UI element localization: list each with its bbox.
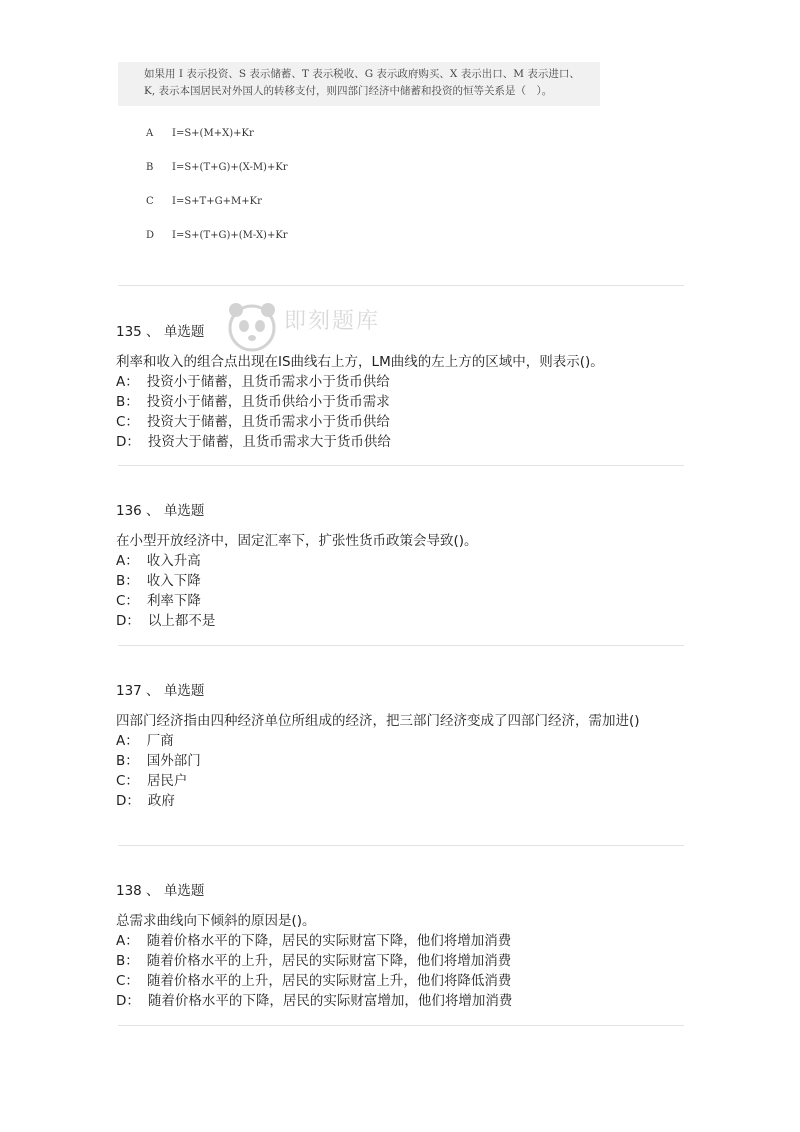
option-b[interactable]	[116, 951, 686, 971]
option-c[interactable]	[116, 412, 686, 432]
option-letter: C：	[116, 414, 139, 430]
option-a[interactable]	[116, 731, 686, 751]
option-c[interactable]	[116, 591, 686, 611]
option-letter: D：	[116, 434, 140, 450]
image-option-d[interactable]	[146, 230, 446, 246]
image-option-letter: A	[146, 128, 154, 139]
option-text: 利率下降	[146, 593, 201, 609]
image-option-letter: C	[146, 196, 154, 207]
image-option-text: I=S+T+G+M+Kr	[172, 196, 262, 207]
option-letter: B：	[116, 953, 139, 969]
option-d[interactable]	[116, 611, 686, 631]
option-text: 居民户	[146, 773, 188, 789]
question-136	[116, 501, 686, 631]
option-c[interactable]	[116, 771, 686, 791]
option-d[interactable]	[116, 791, 686, 811]
question-header: 136 、 单选题	[116, 503, 205, 519]
watermark-text: 即刻题库	[284, 309, 381, 334]
option-text: 投资小于储蓄，且货币供给小于货币需求	[146, 394, 390, 410]
option-text: 投资大于储蓄，且货币需求小于货币供给	[146, 414, 390, 430]
option-a[interactable]	[116, 931, 686, 951]
question-header: 137 、 单选题	[116, 683, 205, 699]
option-d[interactable]	[116, 991, 686, 1011]
option-text: 国外部门	[146, 753, 201, 769]
option-letter: B：	[116, 573, 139, 589]
image-question-stem	[118, 62, 600, 106]
image-option-letter: D	[146, 230, 155, 241]
embedded-question-image	[118, 58, 600, 268]
image-question-stem-line2: K, 表示本国居民对外国人的转移支付，则四部门经济中储蓄和投资的恒等关系是（ ）。	[144, 85, 553, 97]
option-c[interactable]	[116, 971, 686, 991]
option-b[interactable]	[116, 571, 686, 591]
option-d[interactable]	[116, 432, 686, 452]
image-option-a[interactable]	[146, 128, 446, 144]
question-stem: 总需求曲线向下倾斜的原因是()。	[116, 913, 316, 929]
option-text: 随着价格水平的下降，居民的实际财富下降，他们将增加消费	[146, 933, 512, 949]
option-letter: D：	[116, 793, 140, 809]
option-text: 收入下降	[146, 573, 201, 589]
option-text: 随着价格水平的下降，居民的实际财富增加，他们将增加消费	[147, 993, 513, 1009]
image-option-text: I=S+(M+X)+Kr	[172, 128, 254, 139]
question-135	[116, 322, 686, 452]
image-option-c[interactable]	[146, 196, 446, 212]
question-header: 138 、 单选题	[116, 883, 205, 899]
option-letter: C：	[116, 593, 139, 609]
image-question-stem-line1: 如果用 I 表示投资、S 表示储蓄、T 表示税收、G 表示政府购买、X 表示出口、M 表示进口、	[144, 68, 580, 80]
option-text: 政府	[147, 793, 175, 809]
divider	[118, 465, 684, 466]
option-letter: A：	[116, 374, 139, 390]
image-option-b[interactable]	[146, 162, 446, 178]
option-text: 厂商	[146, 733, 174, 749]
option-text: 随着价格水平的上升，居民的实际财富上升，他们将降低消费	[146, 973, 512, 989]
option-letter: B：	[116, 753, 139, 769]
option-letter: A：	[116, 933, 139, 949]
divider	[118, 1025, 684, 1026]
option-a[interactable]	[116, 551, 686, 571]
question-stem: 利率和收入的组合点出现在IS曲线右上方，LM曲线的左上方的区域中，则表示()。	[116, 354, 604, 370]
option-text: 投资小于储蓄，且货币需求小于货币供给	[146, 374, 390, 390]
option-letter: C：	[116, 773, 139, 789]
option-letter: D：	[116, 613, 140, 629]
divider	[118, 845, 684, 846]
question-header: 135 、 单选题	[116, 324, 205, 340]
question-138	[116, 881, 686, 1011]
option-letter: D：	[116, 993, 140, 1009]
image-option-text: I=S+(T+G)+(X-M)+Kr	[172, 162, 288, 173]
question-137	[116, 681, 686, 811]
option-letter: A：	[116, 553, 139, 569]
question-stem: 在小型开放经济中，固定汇率下，扩张性货币政策会导致()。	[116, 533, 478, 549]
image-option-text: I=S+(T+G)+(M-X)+Kr	[172, 230, 288, 241]
option-text: 随着价格水平的上升，居民的实际财富下降，他们将增加消费	[146, 953, 512, 969]
divider	[118, 645, 684, 646]
divider	[118, 285, 684, 286]
option-text: 以上都不是	[147, 613, 216, 629]
option-letter: A：	[116, 733, 139, 749]
option-b[interactable]	[116, 751, 686, 771]
option-b[interactable]	[116, 392, 686, 412]
option-letter: C：	[116, 973, 139, 989]
option-text: 收入升高	[146, 553, 201, 569]
option-a[interactable]	[116, 372, 686, 392]
image-option-letter: B	[146, 162, 154, 173]
option-letter: B：	[116, 394, 139, 410]
option-text: 投资大于储蓄，且货币需求大于货币供给	[147, 434, 391, 450]
question-stem: 四部门经济指由四种经济单位所组成的经济，把三部门经济变成了四部门经济，需加进()	[116, 713, 640, 729]
